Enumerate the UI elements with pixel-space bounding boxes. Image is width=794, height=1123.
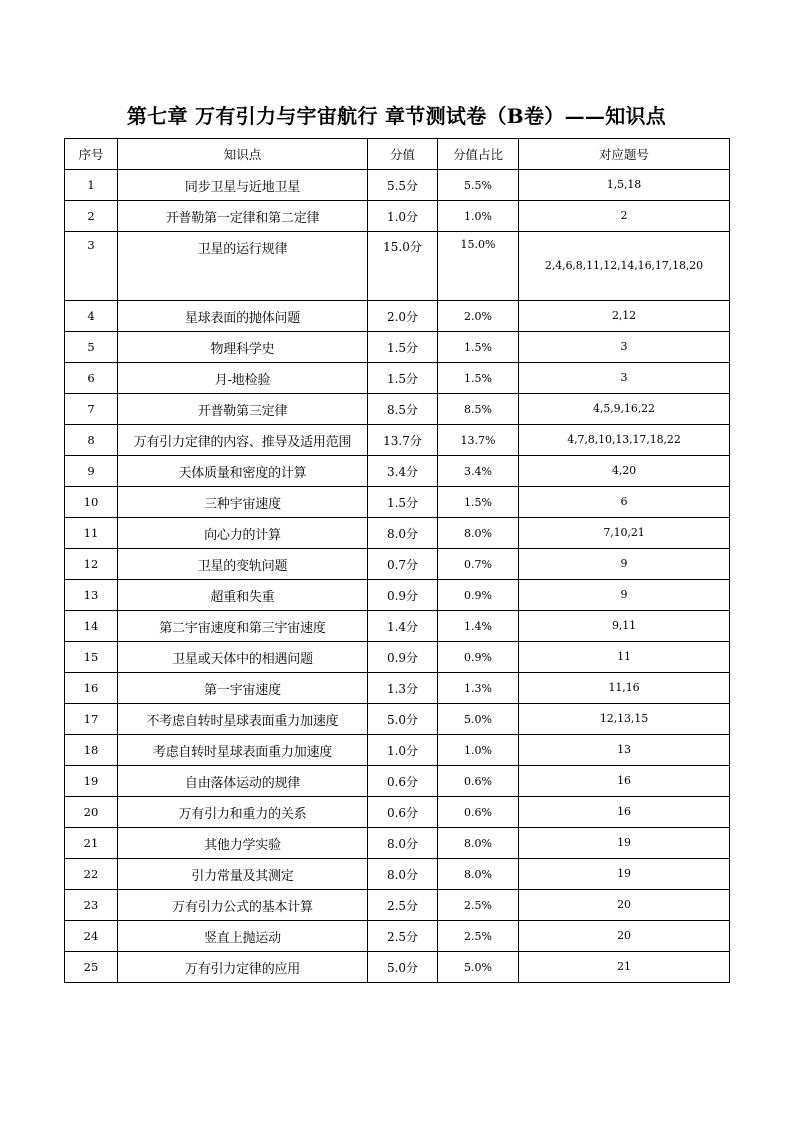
cell-index: 8 [65, 425, 118, 456]
cell-knowledge-point: 自由落体运动的规律 [118, 766, 368, 797]
cell-score: 1.0分 [368, 735, 438, 766]
table-row [65, 456, 730, 487]
cell-score: 8.0分 [368, 859, 438, 890]
cell-index: 22 [65, 859, 118, 890]
cell-knowledge-point: 万有引力定律的内容、推导及适用范围 [118, 425, 368, 456]
cell-score: 0.9分 [368, 642, 438, 673]
cell-score: 5.5分 [368, 170, 438, 201]
cell-index: 13 [65, 580, 118, 611]
cell-score: 1.3分 [368, 673, 438, 704]
cell-knowledge-point: 开普勒第三定律 [118, 394, 368, 425]
cell-score: 0.6分 [368, 797, 438, 828]
header-question-numbers: 对应题号 [519, 139, 730, 170]
table-row [65, 673, 730, 704]
cell-knowledge-point: 同步卫星与近地卫星 [118, 170, 368, 201]
table-row [65, 735, 730, 766]
cell-index: 1 [65, 170, 118, 201]
cell-knowledge-point: 引力常量及其测定 [118, 859, 368, 890]
cell-score: 15.0分 [368, 232, 438, 301]
cell-score: 8.0分 [368, 518, 438, 549]
cell-index: 3 [65, 232, 118, 301]
cell-score: 1.4分 [368, 611, 438, 642]
cell-score: 5.0分 [368, 952, 438, 983]
cell-index: 12 [65, 549, 118, 580]
header-score: 分值 [368, 139, 438, 170]
cell-score: 0.9分 [368, 580, 438, 611]
table-row [65, 642, 730, 673]
cell-index: 6 [65, 363, 118, 394]
cell-question-numbers: 1,5,18 [519, 170, 730, 201]
cell-score-percent: 1.5% [438, 332, 519, 363]
cell-index: 17 [65, 704, 118, 735]
cell-score-percent: 5.5% [438, 170, 519, 201]
cell-index: 7 [65, 394, 118, 425]
cell-index: 19 [65, 766, 118, 797]
table-row [65, 394, 730, 425]
cell-knowledge-point: 考虑自转时星球表面重力加速度 [118, 735, 368, 766]
cell-score-percent: 0.9% [438, 580, 519, 611]
cell-score: 13.7分 [368, 425, 438, 456]
cell-score: 1.0分 [368, 201, 438, 232]
table-row [65, 363, 730, 394]
cell-knowledge-point: 竖直上抛运动 [118, 921, 368, 952]
cell-question-numbers: 4,5,9,16,22 [519, 394, 730, 425]
cell-knowledge-point: 天体质量和密度的计算 [118, 456, 368, 487]
cell-index: 18 [65, 735, 118, 766]
cell-score-percent: 0.7% [438, 549, 519, 580]
cell-question-numbers: 19 [519, 859, 730, 890]
cell-score-percent: 3.4% [438, 456, 519, 487]
cell-question-numbers: 13 [519, 735, 730, 766]
cell-score-percent: 0.9% [438, 642, 519, 673]
cell-score-percent: 8.5% [438, 394, 519, 425]
cell-score-percent: 1.0% [438, 201, 519, 232]
cell-score: 0.7分 [368, 549, 438, 580]
cell-score-percent: 1.5% [438, 363, 519, 394]
knowledge-point-table [64, 138, 730, 983]
cell-knowledge-point: 星球表面的抛体问题 [118, 301, 368, 332]
cell-score: 1.5分 [368, 487, 438, 518]
table-row [65, 232, 730, 301]
table-row [65, 704, 730, 735]
cell-knowledge-point: 万有引力公式的基本计算 [118, 890, 368, 921]
cell-index: 5 [65, 332, 118, 363]
cell-score-percent: 5.0% [438, 952, 519, 983]
cell-question-numbers: 11 [519, 642, 730, 673]
cell-question-numbers: 12,13,15 [519, 704, 730, 735]
table-row [65, 549, 730, 580]
table-row [65, 766, 730, 797]
cell-score-percent: 8.0% [438, 518, 519, 549]
cell-score: 0.6分 [368, 766, 438, 797]
cell-knowledge-point: 向心力的计算 [118, 518, 368, 549]
cell-index: 25 [65, 952, 118, 983]
cell-index: 2 [65, 201, 118, 232]
cell-score-percent: 1.0% [438, 735, 519, 766]
cell-score-percent: 0.6% [438, 766, 519, 797]
cell-knowledge-point: 超重和失重 [118, 580, 368, 611]
cell-score: 2.0分 [368, 301, 438, 332]
cell-knowledge-point: 万有引力定律的应用 [118, 952, 368, 983]
header-score-percent: 分值占比 [438, 139, 519, 170]
cell-question-numbers: 4,7,8,10,13,17,18,22 [519, 425, 730, 456]
cell-question-numbers: 6 [519, 487, 730, 518]
table-body [65, 170, 730, 983]
cell-index: 10 [65, 487, 118, 518]
cell-index: 15 [65, 642, 118, 673]
cell-knowledge-point: 第一宇宙速度 [118, 673, 368, 704]
table-row [65, 580, 730, 611]
cell-score: 5.0分 [368, 704, 438, 735]
cell-question-numbers: 3 [519, 332, 730, 363]
cell-index: 23 [65, 890, 118, 921]
table-row [65, 859, 730, 890]
cell-score-percent: 2.5% [438, 890, 519, 921]
cell-score: 8.0分 [368, 828, 438, 859]
cell-score-percent: 8.0% [438, 828, 519, 859]
cell-score-percent: 1.5% [438, 487, 519, 518]
cell-score: 2.5分 [368, 921, 438, 952]
cell-score: 1.5分 [368, 332, 438, 363]
cell-knowledge-point: 卫星的运行规律 [118, 232, 368, 301]
cell-knowledge-point: 卫星或天体中的相遇问题 [118, 642, 368, 673]
cell-score: 2.5分 [368, 890, 438, 921]
cell-knowledge-point: 开普勒第一定律和第二定律 [118, 201, 368, 232]
cell-knowledge-point: 不考虑自转时星球表面重力加速度 [118, 704, 368, 735]
cell-question-numbers: 2,12 [519, 301, 730, 332]
cell-index: 4 [65, 301, 118, 332]
table-row [65, 487, 730, 518]
cell-score-percent: 13.7% [438, 425, 519, 456]
table-row [65, 952, 730, 983]
table-row [65, 921, 730, 952]
cell-question-numbers: 16 [519, 766, 730, 797]
cell-score-percent: 1.4% [438, 611, 519, 642]
cell-question-numbers: 20 [519, 890, 730, 921]
cell-index: 20 [65, 797, 118, 828]
cell-score: 8.5分 [368, 394, 438, 425]
cell-knowledge-point: 物理科学史 [118, 332, 368, 363]
cell-score-percent: 5.0% [438, 704, 519, 735]
cell-score-percent: 2.5% [438, 921, 519, 952]
cell-question-numbers: 9 [519, 580, 730, 611]
cell-index: 9 [65, 456, 118, 487]
table-row [65, 518, 730, 549]
cell-question-numbers: 21 [519, 952, 730, 983]
cell-knowledge-point: 月-地检验 [118, 363, 368, 394]
page-title: 第七章 万有引力与宇宙航行 章节测试卷（B卷）——知识点 [126, 104, 667, 128]
cell-question-numbers: 9 [519, 549, 730, 580]
cell-question-numbers: 20 [519, 921, 730, 952]
table-row [65, 425, 730, 456]
cell-question-numbers: 2,4,6,8,11,12,14,16,17,18,20 [519, 232, 730, 301]
cell-knowledge-point: 其他力学实验 [118, 828, 368, 859]
cell-question-numbers: 2 [519, 201, 730, 232]
cell-question-numbers: 16 [519, 797, 730, 828]
cell-knowledge-point: 第二宇宙速度和第三宇宙速度 [118, 611, 368, 642]
cell-index: 16 [65, 673, 118, 704]
cell-score-percent: 0.6% [438, 797, 519, 828]
header-knowledge-point: 知识点 [118, 139, 368, 170]
table-header-row [65, 139, 730, 170]
table-row [65, 170, 730, 201]
cell-knowledge-point: 万有引力和重力的关系 [118, 797, 368, 828]
cell-score-percent: 8.0% [438, 859, 519, 890]
cell-score-percent: 1.3% [438, 673, 519, 704]
table-row [65, 611, 730, 642]
cell-question-numbers: 7,10,21 [519, 518, 730, 549]
cell-index: 14 [65, 611, 118, 642]
cell-question-numbers: 19 [519, 828, 730, 859]
table-row [65, 797, 730, 828]
table-row [65, 828, 730, 859]
cell-index: 24 [65, 921, 118, 952]
cell-question-numbers: 11,16 [519, 673, 730, 704]
table-row [65, 890, 730, 921]
cell-score-percent: 15.0% [438, 232, 519, 301]
cell-question-numbers: 4,20 [519, 456, 730, 487]
cell-knowledge-point: 三种宇宙速度 [118, 487, 368, 518]
header-index: 序号 [65, 139, 118, 170]
cell-question-numbers: 3 [519, 363, 730, 394]
cell-index: 11 [65, 518, 118, 549]
cell-question-numbers: 9,11 [519, 611, 730, 642]
cell-index: 21 [65, 828, 118, 859]
cell-score: 3.4分 [368, 456, 438, 487]
table-row [65, 332, 730, 363]
table-row [65, 201, 730, 232]
cell-score-percent: 2.0% [438, 301, 519, 332]
cell-knowledge-point: 卫星的变轨问题 [118, 549, 368, 580]
cell-score: 1.5分 [368, 363, 438, 394]
table-row [65, 301, 730, 332]
